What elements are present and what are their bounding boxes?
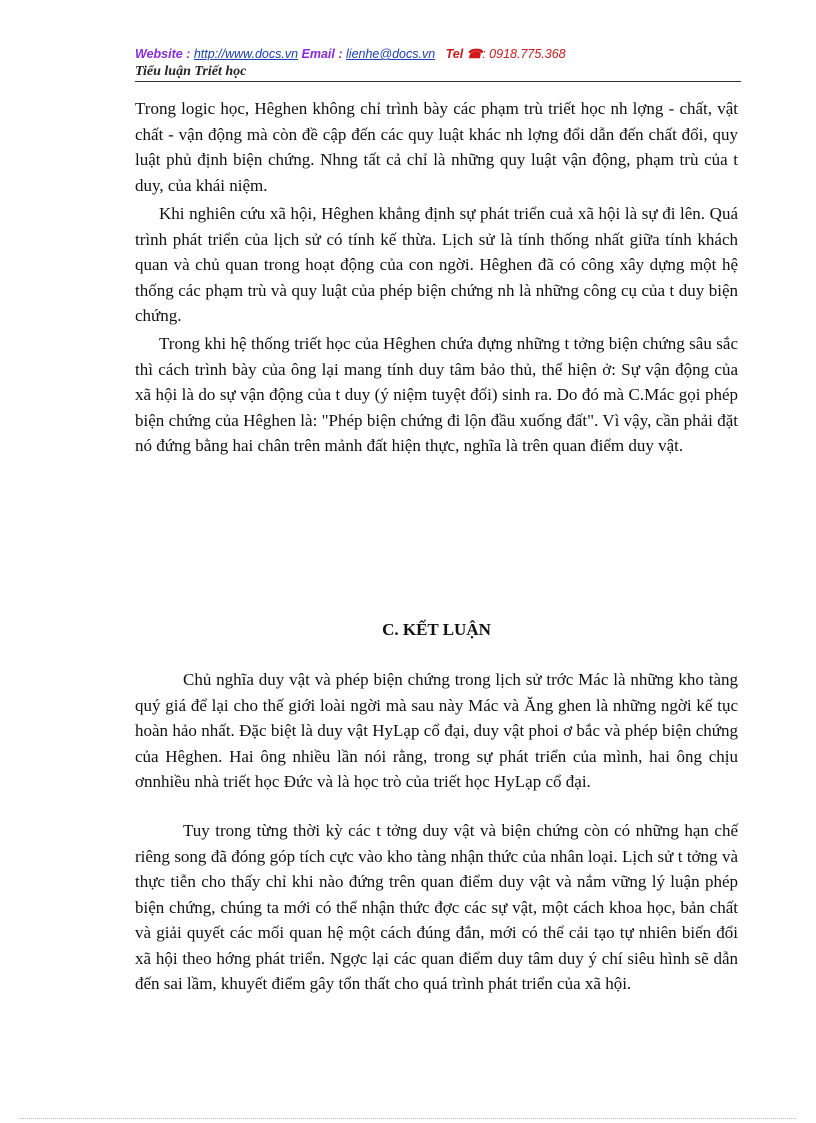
body-paragraph-3: Trong khi hệ thống triết học của Hêghen chứa đựng những t tởng biện chứng sâu sắc thì cách trình bày của ông lại mang tính duy tâm bảo thủ, thể hiện ở: Sự vận động của xã hội là do sự vận động của t duy (ý niệm tuyệt đối) sinh ra. Do đó mà C.Mác gọi phép biện chứng của Hêghen là: "Phép biện chứng đi lộn đầu xuống đất". Vì vậy, cần phải đặt nó đứng bằng hai chân trên mảnh đất hiện thực, nghĩa là trên quan điểm duy vật. [135,334,738,455]
page-bottom-divider [20,1118,796,1119]
header-contact-line [135,46,741,62]
conclusion-paragraph-1: Chủ nghĩa duy vật và phép biện chứng trong lịch sử trớc Mác là những kho tàng quý giá để lại cho thế giới loài ngời mà sau này Mác và Ăng ghen là những ngời kế tục hoàn hảo nhất. Đặc biệt là duy vật HyLạp cổ đại, duy vật phoi ơ bắc và phép biện chứng của Hêghen. Hai ông nhiều lần nói rằng, trong sự phát triển của mình, hai ông chịu ơnnhiều nhà triết học Đức và là học trò của triết học HyLạp cổ đại. [135,670,738,791]
email-link[interactable]: lienhe@docs.vn [346,47,436,61]
phone-number: : 0918.775.368 [482,47,566,61]
body-paragraph-1: Trong logic học, Hêghen không chỉ trình bày các phạm trù triết học nh lợng - chất, vật chất - vận động mà còn đề cập đến các quy luật khác nh lợng đổi dẫn đến chất đổi, quy luật phủ định biện chứng. Nhng tất cả chỉ là những quy luật vận động, phạm trù của t duy, của khái niệm. [135,99,738,195]
website-label: Website : [135,47,191,61]
conclusion-paragraph-2: Tuy trong từng thời kỳ các t tởng duy vật và biện chứng còn có những hạn chế riêng song đã đóng góp tích cực vào kho tàng nhận thức của nhân loại. Lịch sử t tởng và thực tiễn cho thấy chỉ khi nào đứng trên quan điểm duy vật và nắm vững lý luận phép biện chứng, chúng ta mới có thể nhận thức đợc các sự vật, một cách khoa học, bản chất và giải quyết các mối quan hệ một cách đúng đắn, mới có thể cải tạo tự nhiên biến đổi xã hội theo hớng phát triển. Ngợc lại các quan điểm duy tâm duy ý chí siêu hình sẽ dẫn đến sai lầm, khuyết điểm gây tổn thất cho quá trình phát triển của xã hội. [135,821,738,993]
email-separator: : [334,47,343,61]
email-label: Email [301,47,335,61]
document-title: Tiểu luận Triết học [135,64,741,82]
page-header [135,46,741,82]
tel-label: Tel ☎ [445,47,483,61]
website-link[interactable]: http://www.docs.vn [193,47,299,61]
section-title: C. KẾT LUẬN [382,620,491,639]
body-paragraph-2: Khi nghiên cứu xã hội, Hêghen khẳng định sự phát triển cuả xã hội là sự đi lên. Quá trình phát triển của lịch sử có tính kế thừa. Lịch sử là tính thống nhất giữa tính khách quan và chủ quan trong hoạt động của con ngời. Hêghen đã có công xây dựng một hệ thống các phạm trù và quy luật của phép biện chứng nh là những công cụ của t duy biện chứng. [135,204,738,325]
